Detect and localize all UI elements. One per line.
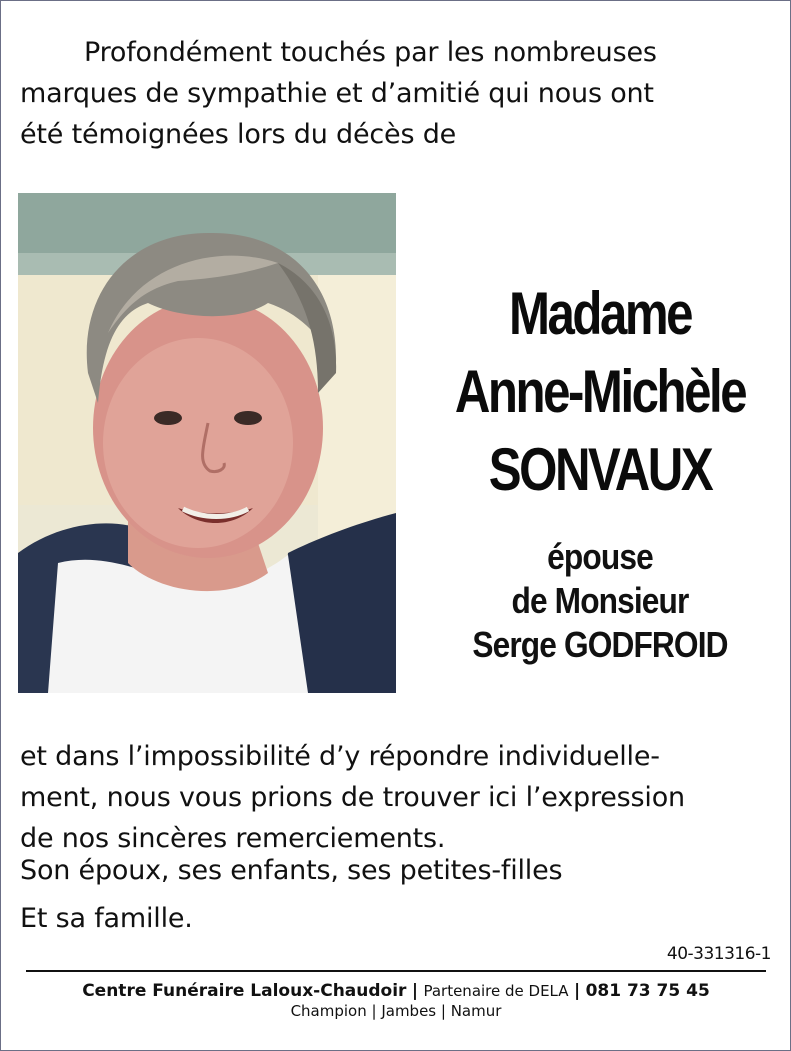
intro-line-2: marques de sympathie et d’amitié qui nous ont: [20, 78, 654, 109]
deceased-last-name: SONVAUX: [488, 436, 712, 503]
footer-divider: [26, 970, 766, 972]
message-line-3: de nos sincères remerciements.: [20, 823, 446, 854]
footer-separator: |: [411, 981, 419, 1001]
deceased-name-block: [410, 275, 790, 509]
intro-paragraph: [20, 32, 772, 155]
portrait-photo: [18, 193, 396, 693]
spouse-line-1: épouse: [547, 536, 653, 577]
reference-number: 40-331316-1: [666, 944, 771, 964]
intro-line-1: Profondément touchés par les nombreuses: [84, 37, 657, 68]
deceased-first-name: Anne-Michèle: [454, 358, 746, 425]
spouse-line-3: Serge GODFROID: [472, 624, 728, 665]
footer-separator: |: [573, 981, 581, 1001]
deceased-title: Madame: [508, 280, 692, 347]
spouse-line-2: de Monsieur: [511, 580, 689, 621]
intro-line-3: été témoignées lors du décès de: [20, 119, 457, 150]
footer-locations: Champion | Jambes | Namur: [290, 1002, 502, 1020]
signature-line-1: Son époux, ses enfants, ses petites-filles: [20, 855, 563, 886]
funeral-home-name: Centre Funéraire Laloux-Chaudoir: [82, 981, 407, 1001]
footer-main: [20, 980, 772, 1002]
signature-line-2: Et sa famille.: [20, 903, 193, 934]
partner-label: Partenaire de DELA: [423, 982, 569, 1000]
message-paragraph: [20, 736, 772, 859]
message-line-2: ment, nous vous prions de trouver ici l’expression: [20, 782, 685, 813]
spouse-block: [420, 535, 780, 667]
phone-number: 081 73 75 45: [585, 981, 710, 1001]
message-line-1: et dans l’impossibilité d’y répondre individuelle-: [20, 741, 660, 772]
